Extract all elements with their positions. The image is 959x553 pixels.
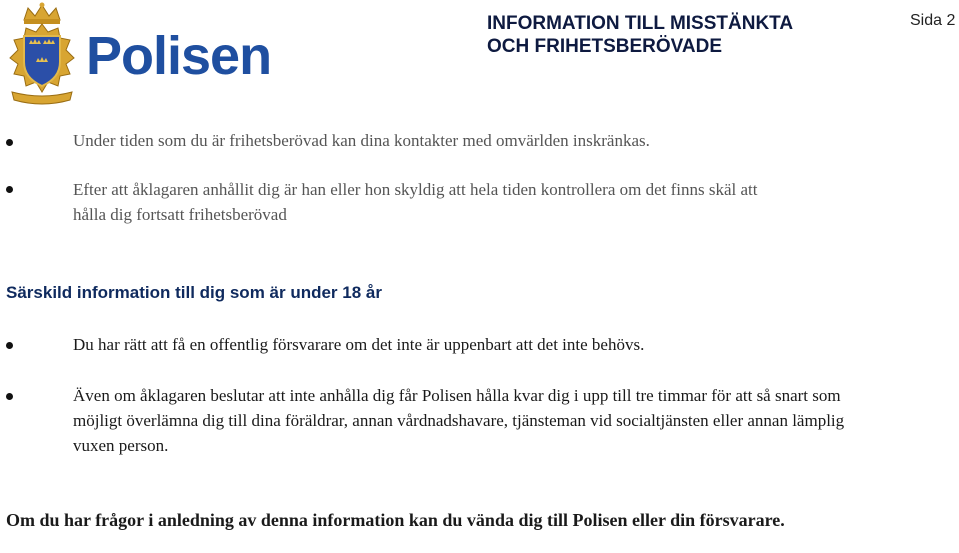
list-item: Efter att åklagaren anhållit dig är han eller hon skyldig att hela tiden kontrollera om det finns skäl att hålla dig fortsatt frihetsberövad xyxy=(73,180,758,224)
document-title xyxy=(487,12,793,58)
document-title-line-2: OCH FRIHETSBERÖVADE xyxy=(487,36,723,57)
list-item: Under tiden som du är frihetsberövad kan dina kontakter med omvärlden inskränkas. xyxy=(73,131,650,150)
page-number: Sida 2 xyxy=(910,12,956,29)
list-item: Du har rätt att få en offentlig försvarare om det inte är uppenbart att det inte behövs. xyxy=(73,335,645,354)
closing-note: Om du har frågor i anledning av denna information kan du vända dig till Polisen eller din försvarare. xyxy=(6,510,785,530)
bullet-dot xyxy=(6,393,13,400)
bullet-dot xyxy=(6,139,13,146)
document-title-line-1: INFORMATION TILL MISSTÄNKTA xyxy=(487,13,794,34)
section-heading: Särskild information till dig som är under 18 år xyxy=(6,283,382,302)
bullet-dot xyxy=(6,186,13,193)
police-crest-logo xyxy=(2,2,82,106)
list-item: Även om åklagaren beslutar att inte anhålla dig får Polisen hålla kvar dig i upp till tre timmar för att så snart som möjligt överlämna dig till dina föräldrar, annan vårdnadshavare, tjänsteman vid socialtjänsten eller annan lämplig vuxen person. xyxy=(73,386,845,455)
bullet-dot xyxy=(6,342,13,349)
polisen-wordmark: Polisen xyxy=(86,26,272,86)
